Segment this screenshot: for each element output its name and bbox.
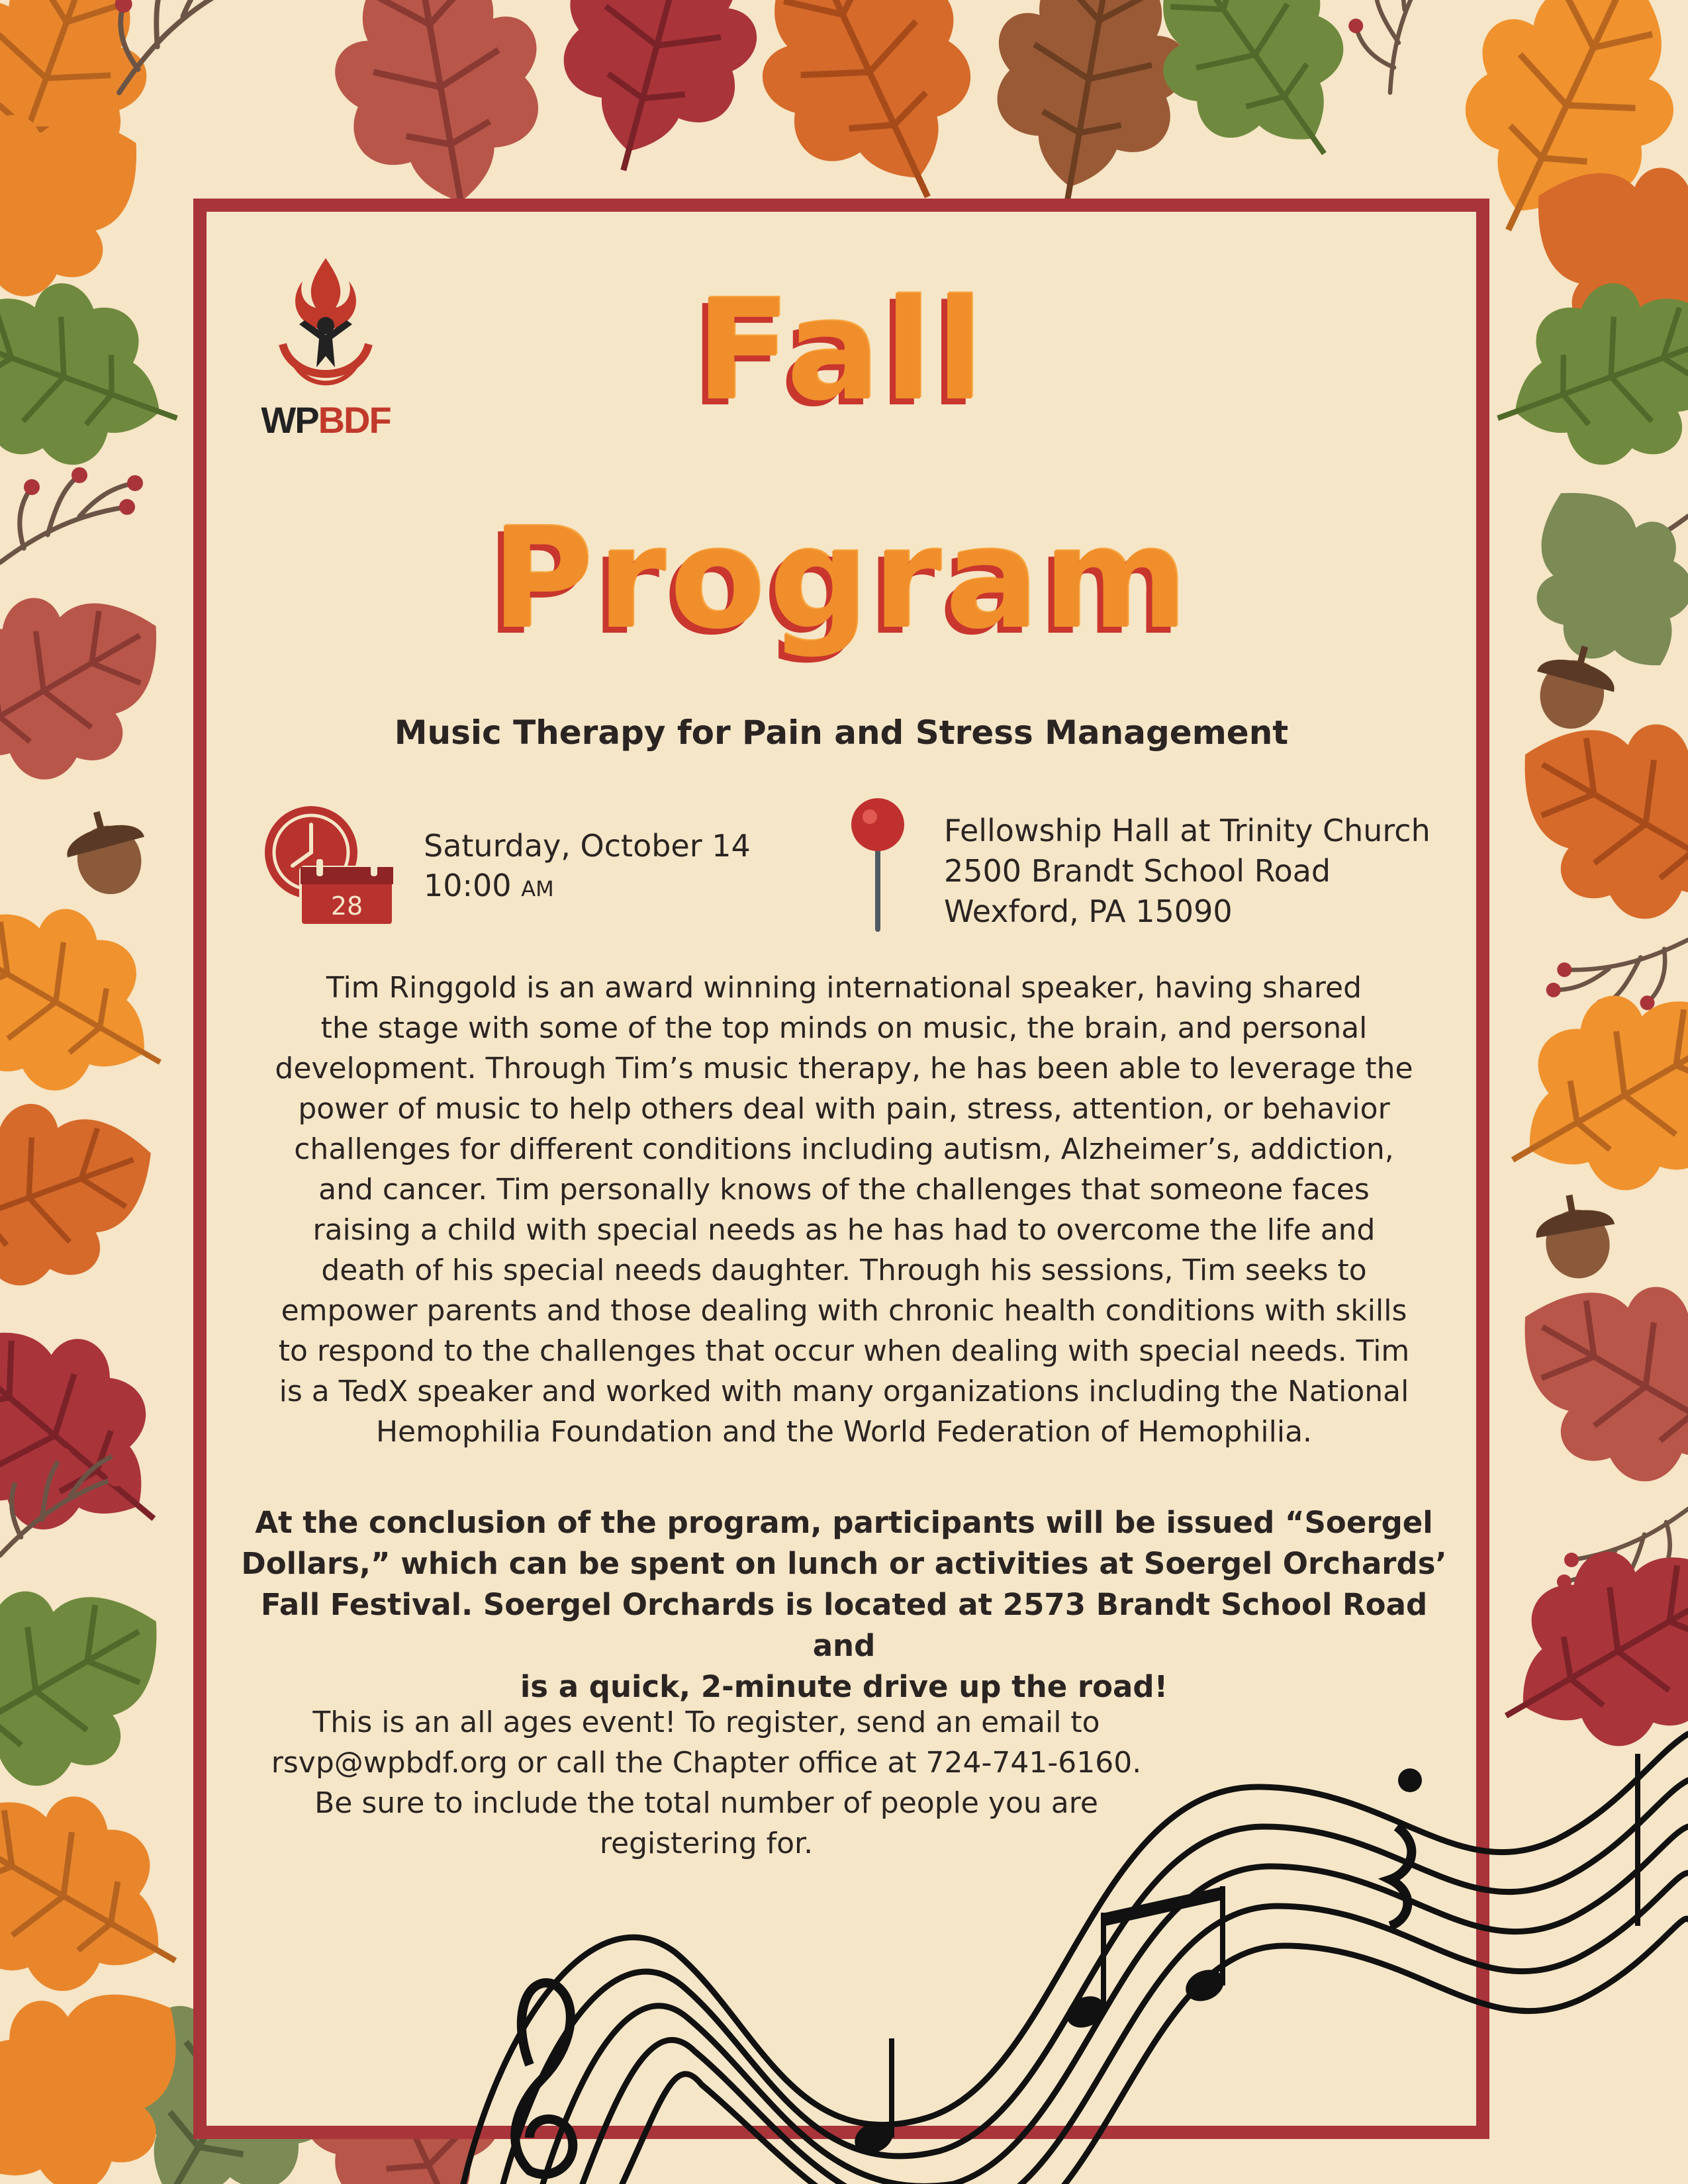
bio-line: is a TedX speaker and worked with many organizations including the National (279, 1375, 1409, 1408)
bio-line: death of his special needs daughter. Through his sessions, Tim seeks to (321, 1253, 1367, 1287)
bio-line: development. Through Tim’s music therapy, he has been able to leverage the (275, 1052, 1413, 1085)
soergel-dollars-note (238, 1502, 1450, 1707)
bio-line: Hemophilia Foundation and the World Federation of Hemophilia. (375, 1415, 1313, 1449)
register-line: Be sure to include the total number of people you are (314, 1786, 1098, 1820)
bonus-line: Fall Festival. Soergel Orchards is located at 2573 Brandt School Road and (260, 1587, 1428, 1663)
title-fall: Fall (695, 269, 988, 432)
map-pin-icon (845, 793, 911, 938)
bio-line: the stage with some of the top minds on music, the brain, and personal (320, 1011, 1368, 1045)
subtitle: Music Therapy for Pain and Stress Management (394, 713, 1289, 752)
bonus-line: Dollars,” which can be spent on lunch or activities at Soergel Orchards’ (241, 1546, 1447, 1581)
title-program: Program (491, 498, 1192, 660)
bio-line: raising a child with special needs as he has had to overcome the life and (312, 1213, 1376, 1247)
register-line: This is an all ages event! To register, send an email to (312, 1706, 1100, 1739)
event-time (424, 866, 554, 909)
bio-line: Tim Ringgold is an award winning international speaker, having shared (326, 971, 1362, 1005)
bonus-line: is a quick, 2-minute drive up the road! (520, 1669, 1168, 1704)
location-city: Wexford, PA 15090 (944, 893, 1233, 929)
bio-line: empower parents and those dealing with chronic health conditions with skills (281, 1294, 1407, 1328)
calendar-clock-icon (259, 801, 405, 933)
bio-line: and cancer. Tim personally knows of the challenges that someone faces (318, 1173, 1370, 1206)
logo-wp-text: WP (261, 399, 318, 441)
leaf-decoration (1476, 119, 1688, 1789)
event-time-value: 10:00 (424, 868, 512, 903)
location-venue: Fellowship Hall at Trinity Church (944, 813, 1430, 848)
event-time-suffix: AM (521, 876, 554, 901)
logo-bdf-text: BDF (318, 399, 391, 441)
leaf-decoration (0, 66, 206, 2034)
event-date: Saturday, October 14 (424, 828, 751, 864)
calendar-day-number: 28 (330, 891, 363, 921)
location-street: 2500 Brandt School Road (944, 853, 1331, 889)
speaker-bio (238, 968, 1450, 1452)
register-line: registering for. (599, 1827, 814, 1860)
bonus-line: At the conclusion of the program, participants will be issued “Soergel (255, 1505, 1433, 1540)
bio-line: to respond to the challenges that occur when dealing with special needs. Tim (278, 1334, 1410, 1368)
bio-line: power of music to help others deal with pain, stress, attention, or behavior (298, 1092, 1390, 1126)
bio-line: challenges for different conditions including autism, Alzheimer’s, addiction, (294, 1132, 1394, 1166)
register-line: rsvp@wpbdf.org or call the Chapter office at 724-741-6160. (271, 1746, 1142, 1780)
registration-info (246, 1702, 1166, 1864)
